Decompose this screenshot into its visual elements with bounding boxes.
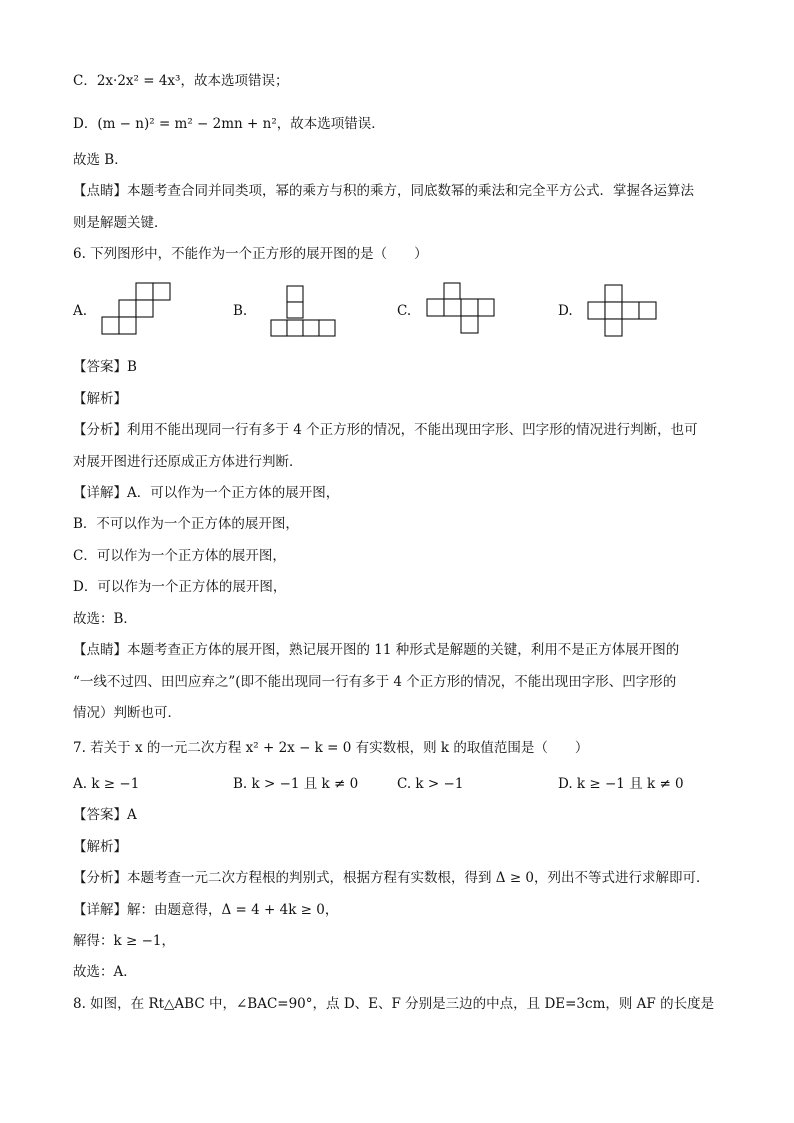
q6-dianjing-3: 情况）判断也可．	[73, 705, 181, 721]
q6-choice: 故选：B．	[73, 611, 137, 627]
q6-analysis-2: 对展开图进行还原成正方体进行判断．	[73, 454, 303, 470]
net-figure-c	[425, 282, 497, 338]
q7-jiexi-heading: 【解析】	[73, 839, 127, 855]
q6-analysis-1: 【分析】利用不能出现同一行有多于 4 个正方形的情况，不能出现田字形、凹字形的情况进行判断，也可	[73, 422, 698, 438]
net-square	[444, 283, 460, 299]
net-figure-d	[587, 284, 659, 340]
net-square	[461, 299, 478, 316]
q6-jiexi-heading: 【解析】	[73, 391, 127, 407]
net-square	[427, 299, 444, 316]
net-square	[461, 316, 478, 333]
q6-detail-d: D．可以作为一个正方体的展开图，	[73, 579, 287, 595]
net-square	[605, 302, 622, 319]
net-square	[588, 302, 605, 319]
net-square	[119, 317, 136, 334]
q7-answer: 【答案】A	[73, 807, 137, 823]
net-square	[622, 302, 639, 319]
question-6-title: 6. 下列图形中，不能作为一个正方形的展开图的是（ ）	[73, 246, 428, 262]
net-square	[605, 319, 622, 336]
q7-option-b: B. k > −1 且 k ≠ 0	[233, 776, 359, 792]
q7-detail: 【详解】解：由题意得，Δ = 4 + 4k ≥ 0，	[73, 902, 339, 918]
line-dianjing-2: 则是解题关键．	[73, 215, 168, 231]
net-square	[478, 299, 494, 316]
q6-option-c-label: C.	[397, 303, 412, 319]
net-square	[153, 283, 170, 300]
net-square	[287, 320, 303, 336]
question-7-title: 7. 若关于 x 的一元二次方程 x² + 2x − k = 0 有实数根，则 k 的取值范围是（ ）	[73, 740, 589, 756]
net-square	[303, 320, 319, 336]
line-dianjing-1: 【点睛】本题考查合同并同类项，幂的乘方与积的乘方，同底数幂的乘法和完全平方公式．掌握各运算法	[73, 183, 694, 199]
q6-detail-a: 【详解】A．可以作为一个正方体的展开图，	[73, 485, 340, 501]
q6-detail-b: B．不可以作为一个正方体的展开图，	[73, 516, 299, 532]
net-square	[639, 302, 656, 319]
net-square	[119, 300, 136, 317]
net-figure-a	[100, 282, 172, 338]
q7-option-a: A. k ≥ −1	[73, 776, 140, 792]
q7-analysis: 【分析】本题考查一元二次方程根的判别式，根据方程有实数根，得到 Δ ≥ 0，列出不等式进行求解即可．	[73, 870, 710, 886]
net-square	[605, 285, 622, 302]
net-figure-b	[268, 284, 340, 340]
net-square	[444, 299, 461, 316]
q6-detail-c: C．可以作为一个正方体的展开图，	[73, 548, 286, 564]
net-square	[287, 286, 303, 302]
q6-dianjing-2: “一线不过四、田凹应弃之”(即不能出现同一行有多于 4 个正方形的情况，不能出现田字形、凹字形的	[73, 674, 677, 690]
q7-solve: 解得：k ≥ −1，	[73, 933, 175, 949]
net-square	[136, 300, 153, 317]
question-8-title: 8. 如图，在 Rt△ABC 中，∠BAC=90°，点 D、E、F 分别是三边的中点，且 DE=3cm，则 AF 的长度是	[73, 996, 715, 1012]
net-square	[136, 283, 153, 300]
q6-dianjing-1: 【点睛】本题考查正方体的展开图，熟记展开图的 11 种形式是解题的关键，利用不是正方体展开图的	[73, 642, 680, 658]
q6-option-b-label: B.	[233, 303, 248, 319]
q6-option-a-label: A.	[73, 303, 88, 319]
line-option-d-algebra: D．(m − n)² = m² − 2mn + n²，故本选项错误．	[73, 116, 385, 132]
q7-choice: 故选：A．	[73, 964, 137, 980]
line-option-c-algebra: C．2x·2x² = 4x³，故本选项错误；	[73, 73, 289, 89]
q6-answer: 【答案】B	[73, 359, 137, 375]
net-square	[271, 320, 287, 336]
net-square	[319, 320, 335, 336]
net-square	[287, 302, 303, 318]
line-answer-choice: 故选 B．	[73, 152, 128, 168]
q7-option-d: D. k ≥ −1 且 k ≠ 0	[558, 776, 684, 792]
net-square	[102, 317, 119, 334]
q7-option-c: C. k > −1	[397, 776, 464, 792]
q6-option-d-label: D.	[558, 303, 573, 319]
